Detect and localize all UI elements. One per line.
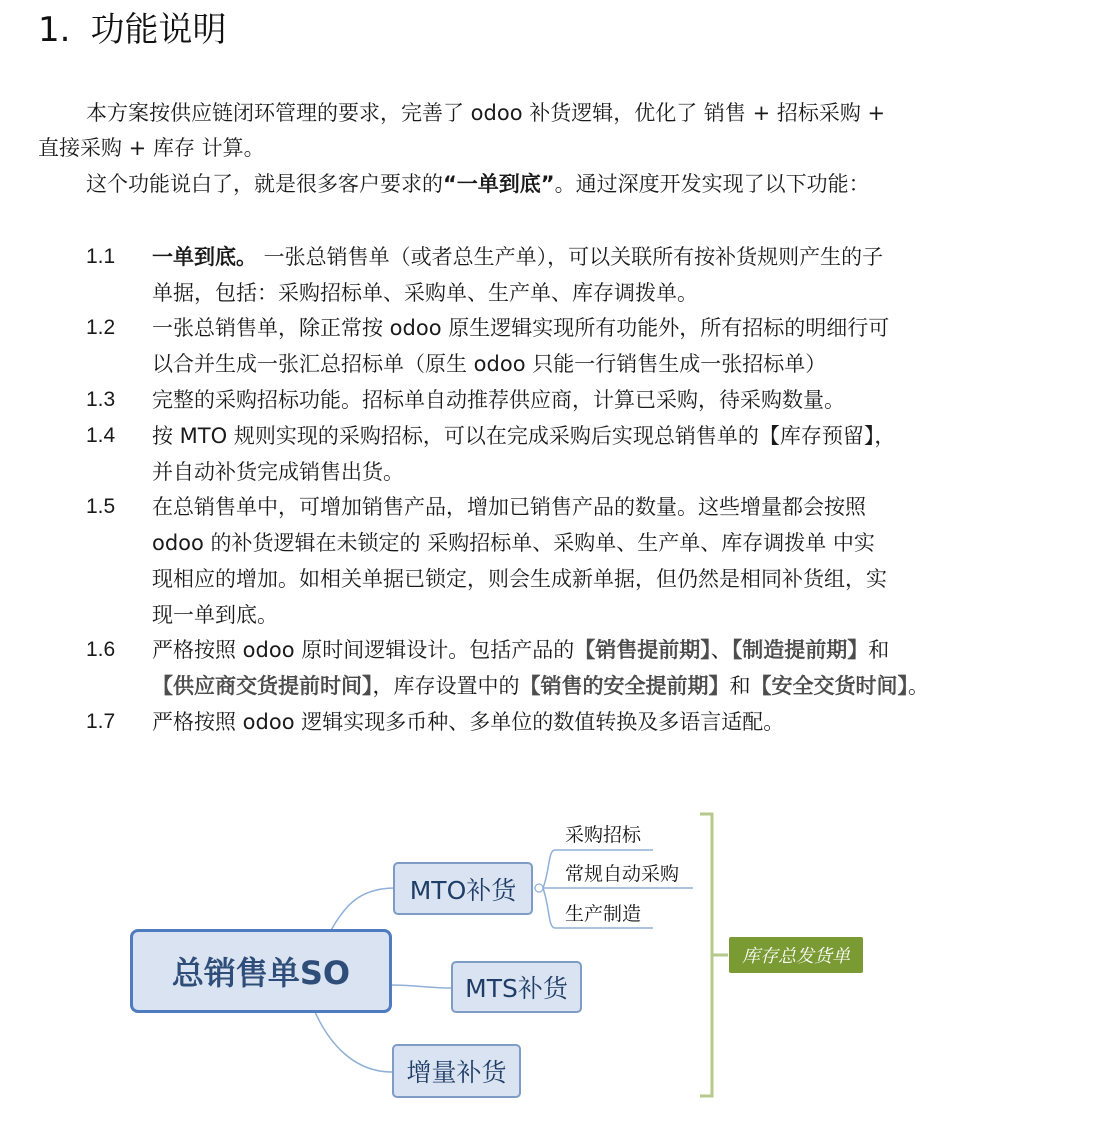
mto-replenish-node: MTO补货 (393, 862, 533, 915)
item-number: 1.4 (86, 424, 116, 447)
total-sales-order-node: 总销售单SO (130, 929, 392, 1013)
item-text: 一单到底。 一张总销售单（或者总生产单），可以关联所有按补货规则产生的子 单据，包括：采购招标单、采购单、生产单、库存调拨单。 (152, 245, 884, 305)
leaf-regular-auto-purchase: 常规自动采购 (565, 863, 680, 885)
item-number: 1.7 (86, 710, 116, 733)
item-text: 按 MTO 规则实现的采购招标，可以在完成采购后实现总销售单的【库存预留】， 并自动补货完成销售出货。 (152, 424, 896, 484)
item-text: 严格按照 odoo 逻辑实现多币种、多单位的数值转换及多语言适配。 (152, 710, 785, 734)
one-order-phrase: “一单到底” (443, 172, 555, 196)
stock-delivery-summary-tag: 库存总发货单 (729, 937, 863, 973)
incremental-replenish-node: 增量补货 (392, 1044, 521, 1098)
leaf-purchase-tender: 采购招标 (565, 824, 642, 846)
item-number: 1.2 (86, 316, 116, 339)
mts-replenish-node: MTS补货 (451, 961, 582, 1013)
intro-paragraph-2: 这个功能说白了，就是很多客户要求的“一单到底”。通过深度开发实现了以下功能： (86, 172, 870, 196)
item-text: 完整的采购招标功能。招标单自动推荐供应商，计算已采购，待采购数量。 (152, 388, 845, 412)
item-number: 1.3 (86, 388, 116, 411)
item-text: 严格按照 odoo 原时间逻辑设计。包括产品的【销售提前期】、【制造提前期】和 【供应商交货提前时间】，库存设置中的【销售的安全提前期】和【安全交货时间】。 (152, 638, 929, 698)
connector-main-mto (330, 888, 395, 932)
collapse-handle (535, 884, 543, 892)
section-title: 功能说明 (90, 10, 227, 50)
connector-main-mts (390, 985, 452, 988)
item-number: 1.1 (86, 245, 116, 268)
intro-paragraph-line2: 直接采购 + 库存 计算。 (38, 136, 265, 160)
connector-main-incremental (315, 1012, 392, 1072)
item-text: 一张总销售单，除正常按 odoo 原生逻辑实现所有功能外，所有招标的明细行可 以合并生成一张汇总招标单（原生 odoo 只能一行销售生成一张招标单） (152, 316, 890, 376)
section-number: 1. (38, 10, 71, 50)
intro-paragraph-line1: 本方案按供应链闭环管理的要求，完善了 odoo 补货逻辑，优化了 销售 + 招标采购 + (86, 101, 886, 125)
item-text: 在总销售单中，可增加销售产品，增加已销售产品的数量。这些增量都会按照 odoo 的补货逻辑在未锁定的 采购招标单、采购单、生产单、库存调拨单 中实 现相应的增加。如相关单据已锁定，则会生成新单据，但仍然是相同补货组，实 现一单到底。 (152, 495, 887, 627)
item-number: 1.5 (86, 495, 116, 518)
item-number: 1.6 (86, 638, 116, 661)
summary-bracket (700, 814, 712, 1096)
leaf-manufacturing: 生产制造 (565, 903, 642, 925)
